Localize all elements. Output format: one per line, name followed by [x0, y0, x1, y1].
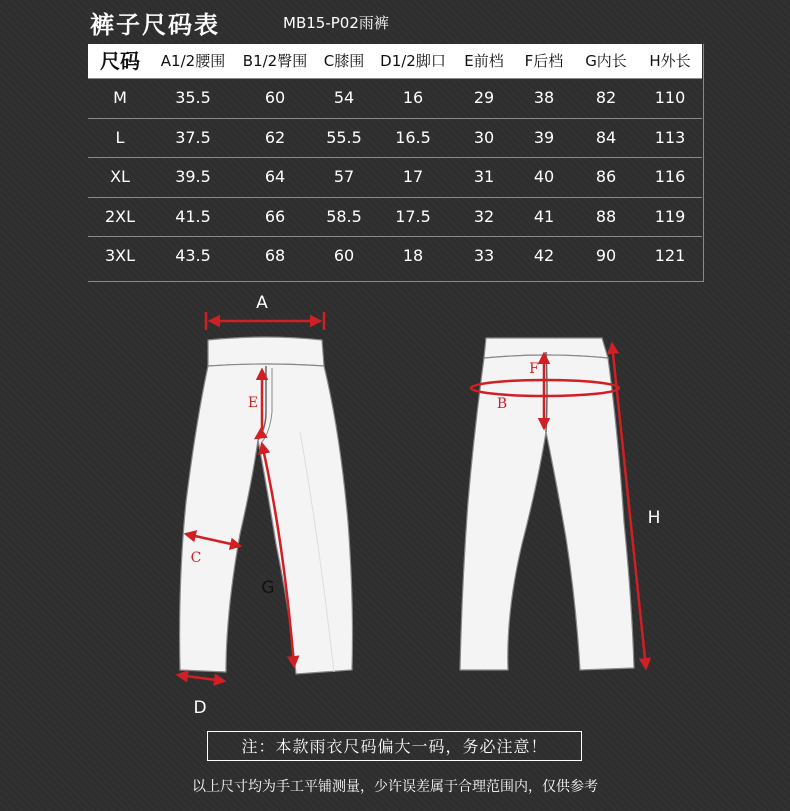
back-pants-illustration — [460, 338, 634, 670]
label-e: E — [247, 395, 259, 411]
cell-knee: 54 — [333, 88, 355, 107]
cell-knee: 57 — [333, 167, 355, 187]
label-d: D — [193, 698, 207, 718]
cell-front-rise: 29 — [473, 88, 495, 107]
cell-inseam: 86 — [595, 167, 617, 187]
cell-back-rise: 38 — [533, 88, 555, 107]
cell-front-rise: 33 — [473, 246, 495, 266]
cell-size: L — [115, 127, 125, 147]
cell-front-rise: 32 — [473, 206, 495, 226]
cell-waist: 43.5 — [175, 246, 211, 266]
table-row — [88, 118, 702, 157]
model-number: MB15-P02雨裤 — [283, 14, 389, 32]
column-header-knee: C膝围 — [323, 52, 365, 70]
table-row — [88, 236, 702, 275]
column-header-waist: A1/2腰围 — [160, 52, 226, 70]
front-pants-illustration — [180, 337, 353, 674]
column-header-back-rise: F后档 — [524, 52, 564, 70]
cell-knee: 60 — [333, 246, 355, 266]
cell-hip: 64 — [264, 167, 286, 187]
cell-waist: 39.5 — [175, 167, 211, 187]
label-g: G — [261, 578, 275, 598]
cell-outseam: 116 — [654, 167, 686, 187]
cell-inseam: 90 — [595, 246, 617, 266]
cell-hem: 16 — [402, 88, 424, 107]
cell-back-rise: 40 — [533, 167, 555, 187]
cell-waist: 35.5 — [175, 88, 211, 107]
cell-back-rise: 39 — [533, 127, 555, 147]
size-note: 注：本款雨衣尺码偏大一码，务必注意！ — [207, 731, 582, 761]
table-header — [88, 44, 702, 78]
label-h: H — [647, 508, 661, 528]
cell-front-rise: 30 — [473, 127, 495, 147]
cell-outseam: 119 — [654, 206, 686, 226]
column-header-hem: D1/2脚口 — [380, 52, 446, 70]
column-header-outseam: H外长 — [649, 52, 691, 70]
cell-hem: 17.5 — [395, 206, 431, 226]
cell-knee: 55.5 — [326, 127, 362, 147]
cell-inseam: 88 — [595, 206, 617, 226]
cell-size: M — [113, 88, 127, 107]
column-header-front-rise: E前档 — [464, 52, 504, 70]
cell-hip: 60 — [264, 88, 286, 107]
cell-knee: 58.5 — [326, 206, 362, 226]
column-header-hip: B1/2臀围 — [242, 52, 308, 70]
cell-front-rise: 31 — [473, 167, 495, 187]
cell-size: 3XL — [104, 246, 136, 266]
cell-hip: 66 — [264, 206, 286, 226]
label-a: A — [256, 293, 268, 313]
cell-outseam: 121 — [654, 246, 686, 266]
column-header-size: 尺码 — [100, 49, 140, 73]
measurement-diagram — [0, 282, 790, 722]
cell-hem: 16.5 — [395, 127, 431, 147]
cell-hem: 18 — [402, 246, 424, 266]
table-row — [88, 78, 702, 117]
cell-waist: 41.5 — [175, 206, 211, 226]
table-row — [88, 197, 702, 236]
cell-hip: 62 — [264, 127, 286, 147]
cell-hem: 17 — [402, 167, 424, 187]
label-f: F — [529, 361, 539, 377]
cell-waist: 37.5 — [175, 127, 211, 147]
cell-outseam: 110 — [654, 88, 686, 107]
table-row — [88, 157, 702, 196]
cell-outseam: 113 — [654, 127, 686, 147]
page-title: 裤子尺码表 — [90, 11, 220, 39]
label-b: B — [496, 396, 508, 412]
cell-inseam: 82 — [595, 88, 617, 107]
cell-hip: 68 — [264, 246, 286, 266]
measurement-disclaimer: 以上尺寸均为手工平铺测量，少许误差属于合理范围内，仅供参考 — [192, 779, 598, 795]
label-c: C — [190, 550, 202, 566]
size-table — [88, 44, 704, 282]
hem-measure-line — [178, 675, 224, 681]
cell-back-rise: 42 — [533, 246, 555, 266]
cell-inseam: 84 — [595, 127, 617, 147]
cell-size: XL — [110, 167, 130, 187]
cell-back-rise: 41 — [533, 206, 555, 226]
column-header-inseam: G内长 — [585, 52, 627, 70]
cell-size: 2XL — [104, 206, 136, 226]
